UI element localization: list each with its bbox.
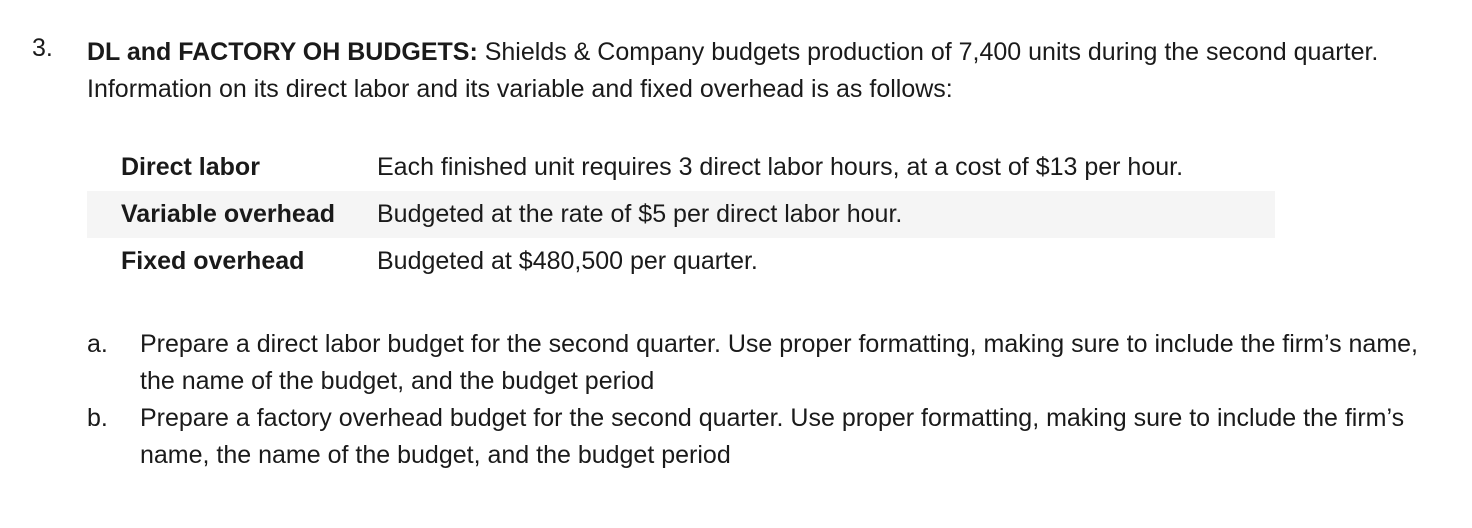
task-item-b — [87, 400, 1427, 474]
question-number: 3. — [32, 34, 53, 62]
info-table — [87, 144, 1275, 285]
question-heading: DL and FACTORY OH BUDGETS: — [87, 38, 478, 66]
question-intro — [87, 34, 1427, 108]
task-text: Prepare a factory overhead budget for the second quarter. Use proper formatting, making sure to include the firm’s name, the name of the budget, and the budget period — [140, 404, 1405, 469]
task-letter: a. — [87, 330, 108, 358]
task-text: Prepare a direct labor budget for the second quarter. Use proper formatting, making sure to include the firm’s name, the name of the budget, and the budget period — [140, 330, 1418, 395]
task-list — [87, 326, 1427, 474]
info-label: Direct labor — [121, 153, 260, 181]
info-description: Each finished unit requires 3 direct labor hours, at a cost of $13 per hour. — [377, 153, 1184, 181]
info-label: Variable overhead — [121, 200, 336, 228]
info-row-direct-labor — [87, 144, 1275, 191]
info-description: Budgeted at $480,500 per quarter. — [377, 247, 758, 275]
info-row-variable-overhead — [87, 191, 1275, 238]
question-intro-text: Shields & Company budgets production of 7,400 units during the second quarter. Information on its direct labor and its variable and fixed overhead is as follows: — [87, 38, 1379, 103]
task-letter: b. — [87, 404, 108, 432]
info-label: Fixed overhead — [121, 247, 305, 275]
task-item-a — [87, 326, 1427, 400]
info-row-fixed-overhead — [87, 238, 1275, 285]
info-description: Budgeted at the rate of $5 per direct labor hour. — [377, 200, 903, 228]
